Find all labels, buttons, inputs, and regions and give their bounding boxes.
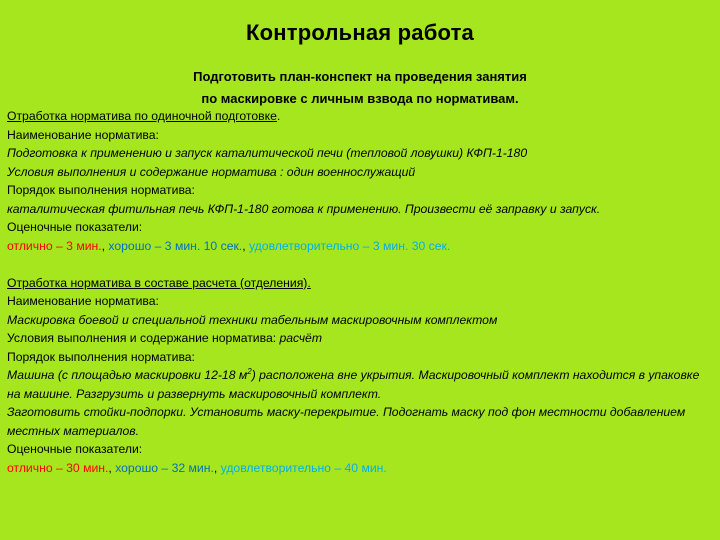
content-body [7, 107, 715, 477]
block2-order-sup: 2 [247, 366, 252, 376]
block1-name-value: Подготовка к применению и запуск каталитической печи (тепловой ловушки) КФП-1-180 [7, 146, 528, 160]
block2-sep1: , [108, 460, 116, 475]
block1-heading: Отработка норматива по одиночной подготовке [7, 109, 277, 123]
block2-score-satisfactory: удовлетворительно – 40 мин. [220, 460, 387, 475]
block2-conditions-value: расчёт [279, 331, 322, 345]
block2-scores-label: Оценочные показатели: [7, 442, 143, 456]
block2-order-p1b: ) расположена вне укрытия. Маскировочный комплект находится в упаковке на машине. Разгрузить и развернуть маскировочный комплект. [7, 368, 700, 401]
block1-name-label: Наименование норматива: [7, 127, 159, 142]
block1-order-label: Порядок выполнения норматива: [7, 183, 195, 197]
block-spacer [7, 255, 715, 274]
block1-sep2: , [242, 238, 249, 253]
block1-sep1: , [101, 238, 109, 253]
block1-heading-end: . [276, 109, 281, 123]
block1-scores [7, 237, 715, 256]
block1-score-good: хорошо – 3 мин. 10 сек. [108, 238, 243, 253]
block2-score-good: хорошо – 32 мин. [115, 460, 214, 475]
block2-heading: Отработка норматива в составе расчета (отделения). [7, 275, 311, 290]
block2-score-excellent: отлично – 30 мин. [7, 460, 109, 475]
block1-score-excellent: отлично – 3 мин. [7, 238, 102, 253]
block2-order-paragraph-2: Заготовить стойки-подпорки. Установить маску-перекрытие. Подогнать маску под фон местности добавлением местных материалов. [7, 405, 686, 438]
block2-scores [7, 459, 715, 478]
block2-name-value: Маскировка боевой и специальной техники табельным маскировочным комплектом [7, 312, 498, 327]
block1-order-value: каталитическая фитильная печь КФП-1-180 готова к применению. Произвести её заправку и запуск. [7, 201, 601, 216]
block2-order-paragraph-1 [7, 366, 715, 403]
block2-order-p1a: Машина (с площадью маскировки 12-18 м [7, 368, 248, 382]
block1-conditions: Условия выполнения и содержание норматива : один военнослужащий [7, 164, 416, 179]
subtitle-line-2: по маскировке с личным взвода по нормативам. [201, 91, 519, 106]
page-title: Контрольная работа [246, 20, 474, 45]
subtitle-line-1: Подготовить план-конспект на проведения занятия [193, 69, 527, 84]
block1-scores-label: Оценочные показатели: [7, 220, 143, 234]
block2-conditions-label: Условия выполнения и содержание норматива: [7, 331, 280, 345]
block2-order-label: Порядок выполнения норматива: [7, 349, 195, 364]
block2-name-label: Наименование норматива: [7, 294, 159, 308]
block2-conditions-line [7, 329, 715, 348]
subtitle [0, 66, 720, 110]
block1-heading-line [7, 107, 715, 126]
block2-sep2: , [213, 460, 221, 475]
block1-score-satisfactory: удовлетворительно – 3 мин. 30 сек. [248, 238, 451, 253]
